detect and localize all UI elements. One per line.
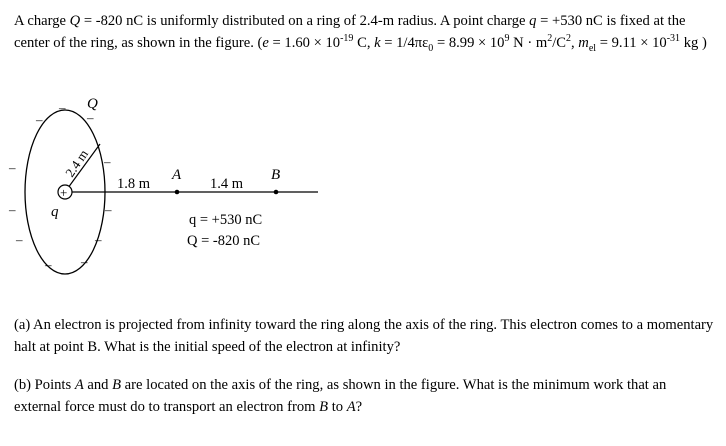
point-A-dot (175, 190, 180, 195)
ring-minus: – (105, 202, 112, 217)
ring-minus: – (36, 112, 43, 127)
symbol-k: k (374, 35, 381, 51)
ring-minus: – (16, 232, 23, 247)
legend-Q: Q = -820 nC (187, 233, 261, 249)
symbol-A: A (74, 377, 84, 393)
symbol-B: B (319, 399, 329, 415)
ring-label-Q: Q (87, 96, 98, 112)
center-charge-sign: + (60, 185, 68, 200)
ring-minus: – (9, 160, 16, 175)
ring-figure (0, 86, 340, 286)
symbol-q: q (529, 13, 537, 29)
ring-minus: – (9, 202, 16, 217)
symbol-e: e (262, 35, 269, 51)
point-B-label: B (271, 167, 281, 183)
ring-minus: – (95, 232, 102, 247)
ring-minus: – (87, 110, 94, 125)
distance-label-1: 1.8 m (117, 176, 151, 192)
symbol-A: A (346, 399, 356, 415)
problem-intro: A charge Q = -820 nC is uniformly distributed on a ring of 2.4-m radius. A point charge q = +530 nC is fixed at the center of the ring, as shown in the figure. ($e = 1.60 \times 10^{-19}$ C, $k = 1/4\pi\varepsilon_0 = 8.99 \times 10^9$ $N \cdot m^2/C^2$, $m_{el} = 9.11 \times 10^{-31}$ kg ) (14, 13, 707, 54)
radius-label: 2.4 m (62, 146, 92, 180)
ring-minus: – (81, 254, 88, 269)
ring-minus: – (45, 257, 52, 272)
distance-label-2: 1.4 m (210, 176, 244, 192)
center-label-q: q (51, 204, 59, 220)
symbol-m: m (578, 35, 589, 51)
point-A-label: A (172, 167, 182, 183)
symbol-Q: Q (69, 13, 81, 29)
ring-minus: – (59, 100, 66, 115)
symbol-B: B (112, 377, 122, 393)
ring-minus: – (104, 154, 111, 169)
point-B-dot (274, 190, 279, 195)
question-b: (b) Points A and B are located on the axis of the ring, as shown in the figure. What is the minimum work that an external force must do to transport an electron from B to A? (14, 377, 667, 415)
legend-q: q = +530 nC (189, 212, 263, 228)
question-a: (a) An electron is projected from infinity toward the ring along the axis of the ring. This electron comes to a momentary halt at point B. What is the initial speed of the electron at infinity? (14, 317, 714, 355)
